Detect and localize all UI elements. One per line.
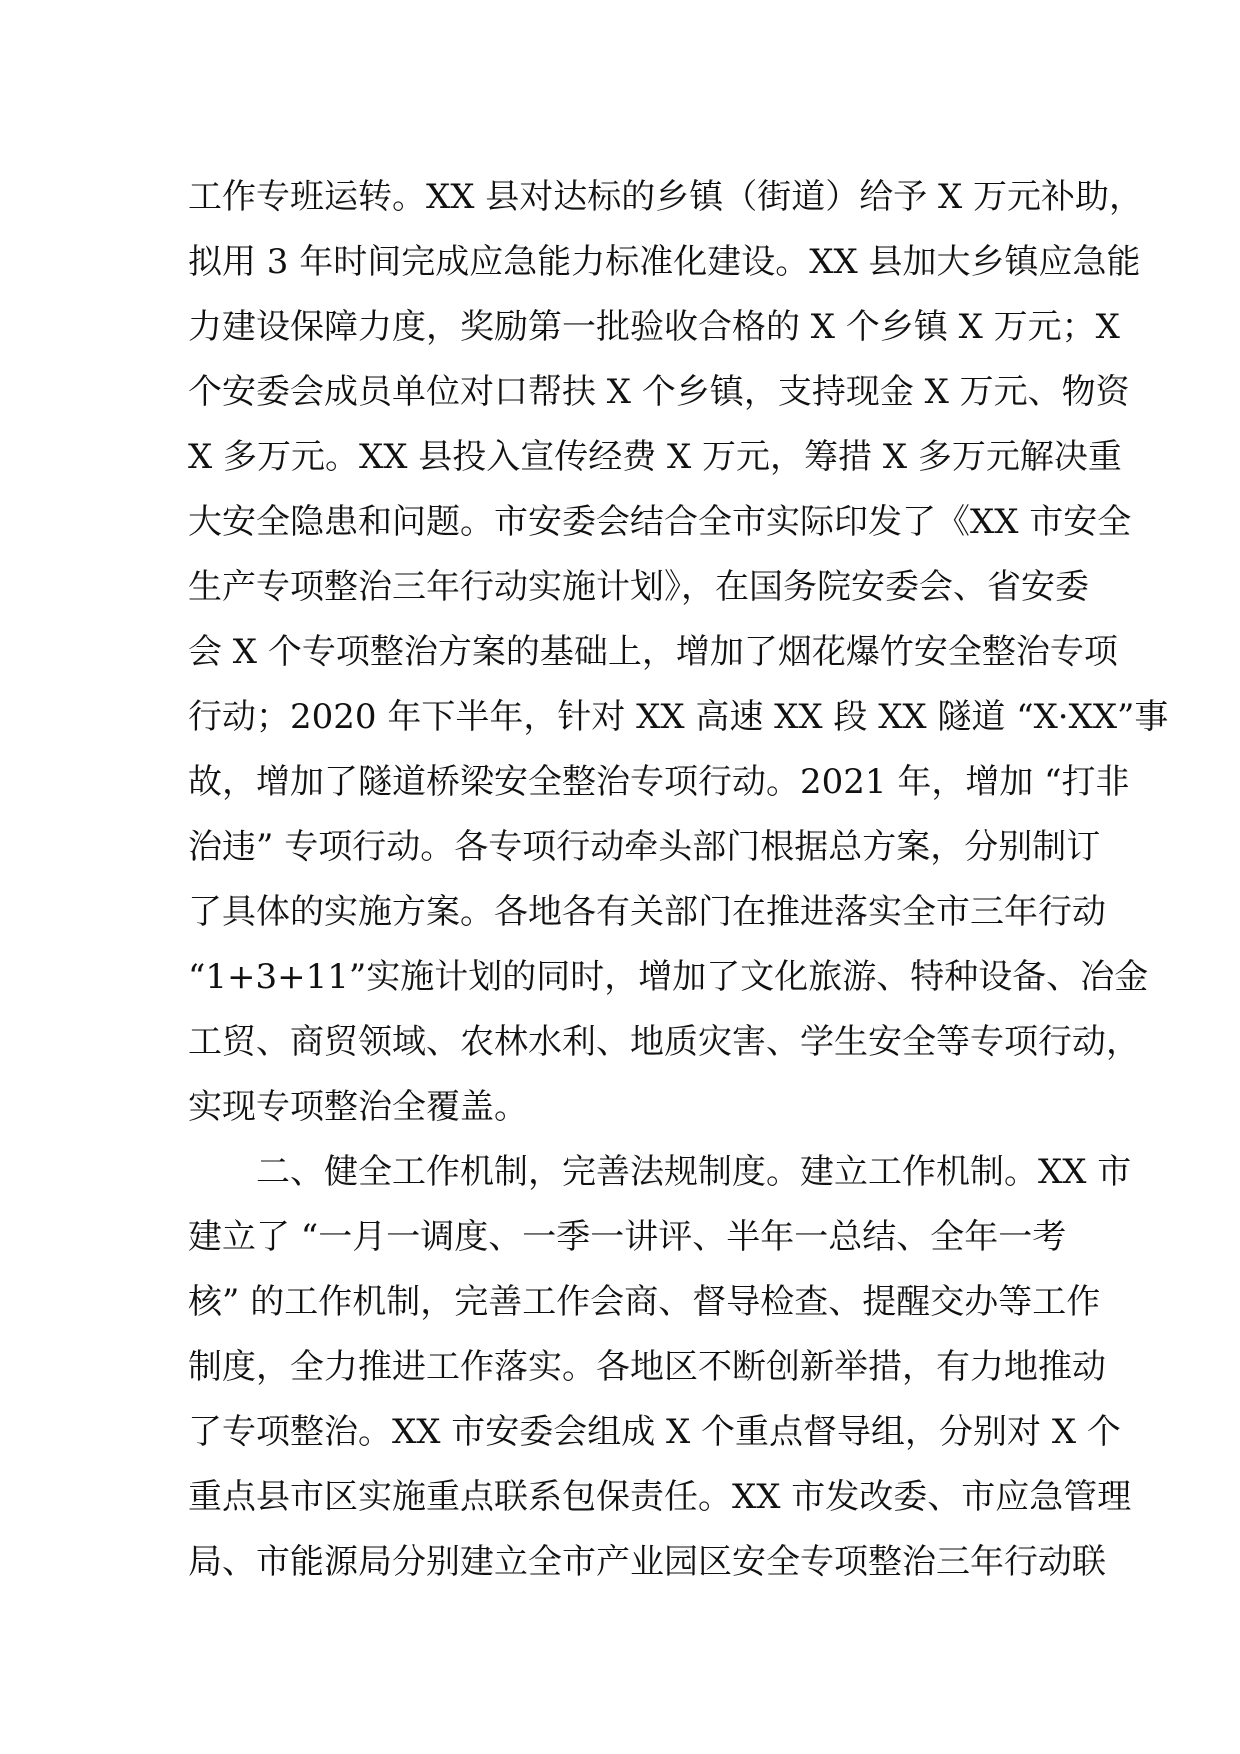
text-line: 生产专项整治三年行动实施计划》，在国务院安委会、省安委: [188, 567, 1089, 607]
body-text: [188, 165, 1169, 1595]
text-line: 治违” 专项行动。各专项行动牵头部门根据总方案，分别制订: [188, 827, 1101, 867]
text-line: “1+3+11”实施计划的同时，增加了文化旅游、特种设备、冶金: [188, 957, 1149, 997]
text-line: 大安全隐患和问题。市安委会结合全市实际印发了《XX 市安全: [188, 502, 1132, 542]
text-line: X 多万元。XX 县投入宣传经费 X 万元，筹措 X 多万元解决重: [188, 437, 1122, 477]
text-line: 了专项整治。XX 市安委会组成 X 个重点督导组，分别对 X 个: [188, 1412, 1121, 1452]
text-line: 工作专班运转。XX 县对达标的乡镇（街道）给予 X 万元补助，: [188, 177, 1144, 217]
text-line: 力建设保障力度，奖励第一批验收合格的 X 个乡镇 X 万元；X: [188, 307, 1120, 347]
text-line: 工贸、商贸领域、农林水利、地质灾害、学生安全等专项行动，: [188, 1022, 1140, 1062]
text-line: 拟用 3 年时间完成应急能力标准化建设。XX 县加大乡镇应急能: [188, 242, 1141, 282]
text-line: 会 X 个专项整治方案的基础上，增加了烟花爆竹安全整治专项: [188, 632, 1118, 672]
text-line: 重点县市区实施重点联系包保责任。XX 市发改委、市应急管理: [188, 1477, 1132, 1517]
text-line: 行动；2020 年下半年，针对 XX 高速 XX 段 XX 隧道 “X·XX”事: [188, 697, 1169, 737]
text-line: 局、市能源局分别建立全市产业园区安全专项整治三年行动联: [188, 1542, 1106, 1582]
text-line: 故，增加了隧道桥梁安全整治专项行动。2021 年，增加 “打非: [188, 762, 1130, 802]
section-heading-line: 二、健全工作机制，完善法规制度。建立工作机制。XX 市: [256, 1152, 1132, 1192]
text-line: 制度，全力推进工作落实。各地区不断创新举措，有力地推动: [188, 1347, 1106, 1387]
text-line: 个安委会成员单位对口帮扶 X 个乡镇，支持现金 X 万元、物资: [188, 372, 1130, 412]
text-line: 建立了 “一月一调度、一季一讲评、半年一总结、全年一考: [188, 1217, 1067, 1257]
text-line: 实现专项整治全覆盖。: [188, 1087, 528, 1127]
text-line: 了具体的实施方案。各地各有关部门在推进落实全市三年行动: [188, 892, 1106, 932]
text-line: 核” 的工作机制，完善工作会商、督导检查、提醒交办等工作: [188, 1282, 1101, 1322]
